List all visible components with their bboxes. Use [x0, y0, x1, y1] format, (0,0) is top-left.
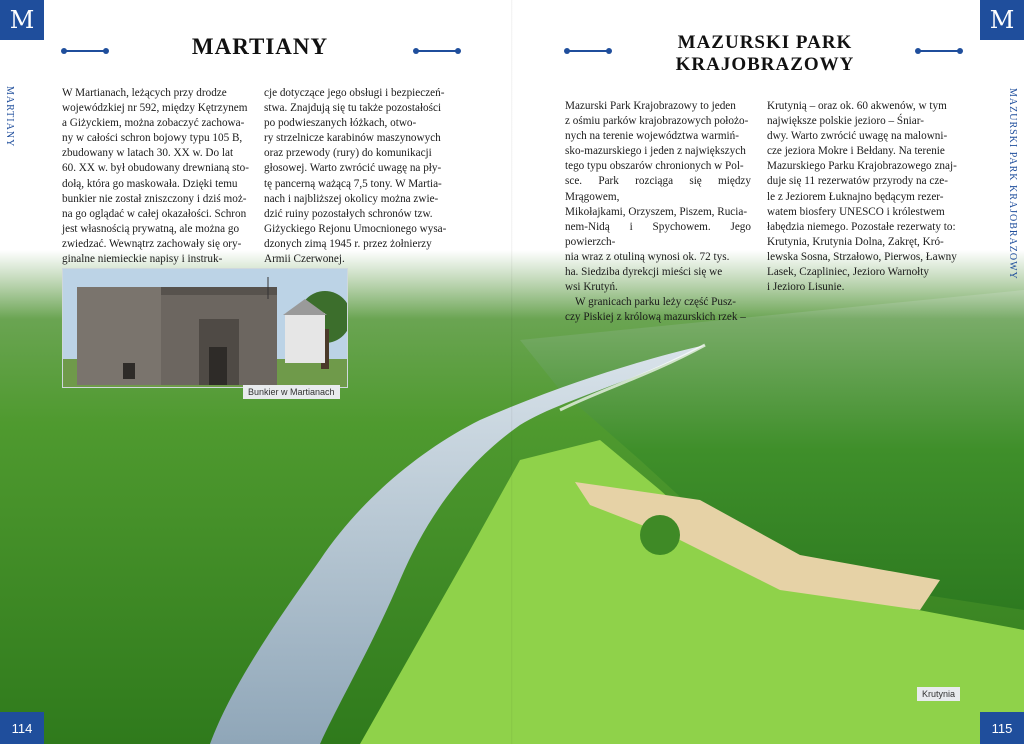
text-line: wsi Krutyń.	[565, 281, 618, 294]
text-line: wojewódzkiej nr 592, między Kętrzynem	[62, 102, 248, 115]
text-line: i Jezioro Lisunie.	[767, 281, 845, 294]
text-line: zbudowany w latach 30. XX w. Do lat	[62, 147, 234, 160]
text-line: na go oglądać w całej okazałości. Schron	[62, 207, 247, 220]
book-spine-shadow	[511, 0, 513, 744]
bunker-photo	[62, 268, 348, 388]
text-line: tego typu obszarów chronionych w Pol-	[565, 160, 744, 173]
page-title-mazurski-park	[660, 32, 870, 76]
text-line: sko-mazurskiego i jeden z największych	[565, 145, 746, 158]
photo-caption-krutynia: Krutynia	[917, 687, 960, 701]
text-line: czy Piskiej z królową mazurskich rzek –	[565, 311, 746, 324]
text-line: Lasek, Czapliniec, Jezioro Warnołty	[767, 266, 929, 279]
title-ornament-right-1	[567, 50, 609, 52]
text-line: Mikołajkami, Orzyszem, Piszem, Ruciа-	[565, 205, 748, 218]
text-line: Krutynia, Krutynia Dolna, Zakręt, Kró-	[767, 235, 944, 248]
title-ornament-left-2	[416, 50, 458, 52]
text-line: ginalne niemieckie napisy i instruk-	[62, 253, 223, 266]
text-paragraph	[565, 295, 751, 325]
text-line: W Martianach, leżących przy drodze	[62, 87, 227, 99]
text-line: a Giżyckiem, można zobaczyć zachowa-	[62, 117, 245, 130]
text-line: Mazurskiego Parku Krajobrazowego znaj-	[767, 160, 957, 173]
text-paragraph	[767, 99, 963, 295]
page-number-left: 114	[0, 712, 44, 744]
text-paragraph	[264, 86, 459, 267]
text-line: cje dotyczące jego obsługi i bezpieczeń-	[264, 87, 445, 99]
text-line: sce. Park rozciąga się między Mrągowem,	[565, 175, 751, 203]
running-head-left: MARTIANY	[4, 86, 15, 148]
text-line: 60. XX w. był obudowany drewnianą sto-	[62, 162, 249, 175]
text-line: z ośmiu parków krajobrazowych położo-	[565, 115, 749, 128]
text-line: tę pancerną ważącą 7,5 tony. W Martia-	[264, 177, 442, 190]
page-number-right: 115	[980, 712, 1024, 744]
text-line: łabędzia niemego. Pozostałe rezerwaty to:	[767, 220, 956, 233]
text-line: le z Jeziorem Łuknajno będącym rezer-	[767, 190, 944, 203]
text-line: nem-Nidą i Spychowem. Jego powierzch-	[565, 220, 751, 248]
text-line: duje się 11 rezerwatów przyrody na cze-	[767, 175, 948, 188]
text-line: ny w całości schron bojowy typu 105 B,	[62, 132, 243, 145]
text-line: nia wraz z otuliną wynosi ok. 72 tys.	[565, 250, 730, 263]
text-paragraph	[565, 99, 751, 295]
photo-caption-bunker: Bunkier w Martianach	[243, 385, 340, 399]
section-letter-badge-left: M	[0, 0, 44, 40]
title-ornament-left-1	[64, 50, 106, 52]
text-line: dwy. Warto zwrócić uwagę na malowni-	[767, 130, 948, 143]
text-column-left-2	[264, 86, 459, 267]
text-line: po podwieszanych łóżkach, otwo-	[264, 117, 417, 130]
text-column-left-1	[62, 86, 257, 267]
text-line: Armii Czerwonej.	[264, 253, 345, 266]
text-line: jest własnością prywatną, ale można go	[62, 222, 240, 235]
text-line: ha. Siedziba dyrekcji mieści się we	[565, 266, 723, 279]
text-line: ry strzelnicze karabinów maszynowych	[264, 132, 441, 145]
text-paragraph	[62, 86, 257, 267]
text-line: bunkier nie został zniszczony i dziś moż-	[62, 192, 247, 205]
text-line: Mazurski Park Krajobrazowy to jeden	[565, 100, 736, 112]
text-line: dzonych zimą 1945 r. przez żołnierzy	[264, 237, 432, 250]
title-line: MAZURSKI PARK	[677, 32, 853, 53]
bunker-illustration	[63, 269, 347, 387]
text-line: największe polskie jezioro – Śniar-	[767, 115, 924, 128]
section-letter-badge-right: M	[980, 0, 1024, 40]
text-line: zwiedzać. Wewnątrz zachowały się ory-	[62, 237, 242, 250]
text-line: dzić ruiny pozostałych schronów tzw.	[264, 207, 433, 220]
text-column-right-2	[767, 99, 963, 295]
text-line: dołą, która go maskowała. Dzięki temu	[62, 177, 238, 190]
running-head-right: MAZURSKI PARK KRAJOBRAZOWY	[1007, 88, 1018, 280]
title-line: KRAJOBRAZOWY	[675, 54, 855, 75]
text-line: cze jeziora Mokre i Bełdany. Na terenie	[767, 145, 945, 158]
text-line: lewska Sosna, Strzałowo, Pierwos, Ławny	[767, 250, 957, 263]
text-line: Giżyckiego Rejonu Umocnionego wysa-	[264, 222, 447, 235]
text-line: oraz przewody (rury) do komunikacji	[264, 147, 432, 160]
text-line: stwa. Znajdują się tu także pozostałości	[264, 102, 442, 115]
text-line: watem biosfery UNESCO i królestwem	[767, 205, 945, 218]
text-line: nach i najbliższej okolicy można zwie-	[264, 192, 439, 205]
text-line: głosowej. Warto zwrócić uwagę na pły-	[264, 162, 442, 175]
text-line: Krutynią – oraz ok. 60 akwenów, w tym	[767, 100, 947, 112]
page-title-martiany: MARTIANY	[191, 34, 329, 59]
text-line: W granicach parku leży część Pusz-	[575, 296, 737, 309]
text-line: nych na terenie województwa warmiń-	[565, 130, 739, 143]
text-column-right-1	[565, 99, 751, 325]
title-ornament-right-2	[918, 50, 960, 52]
